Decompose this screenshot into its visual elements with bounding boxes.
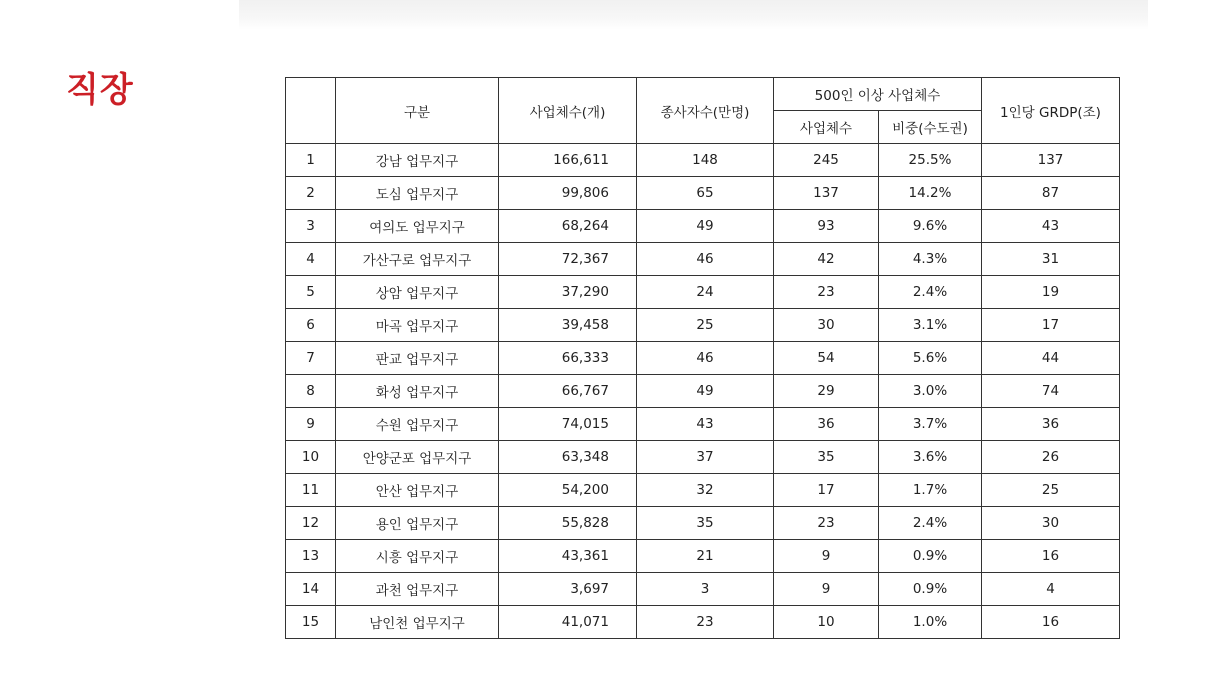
header-grdp: 1인당 GRDP(조) — [982, 78, 1120, 144]
cell-district-name: 안양군포 업무지구 — [336, 441, 499, 474]
cell-large-count: 137 — [774, 177, 879, 210]
cell-grdp: 36 — [982, 408, 1120, 441]
cell-grdp: 137 — [982, 144, 1120, 177]
cell-businesses: 43,361 — [499, 540, 637, 573]
cell-large-count: 10 — [774, 606, 879, 639]
cell-grdp: 43 — [982, 210, 1120, 243]
cell-businesses: 54,200 — [499, 474, 637, 507]
cell-large-share: 25.5% — [879, 144, 982, 177]
table-row — [286, 408, 1120, 441]
cell-large-share: 2.4% — [879, 507, 982, 540]
cell-district-name: 과천 업무지구 — [336, 573, 499, 606]
cell-employees: 24 — [637, 276, 774, 309]
cell-index: 3 — [286, 210, 336, 243]
cell-index: 11 — [286, 474, 336, 507]
cell-large-share: 3.0% — [879, 375, 982, 408]
header-large-group: 500인 이상 사업체수 — [774, 78, 982, 111]
cell-grdp: 17 — [982, 309, 1120, 342]
cell-index: 7 — [286, 342, 336, 375]
table-row — [286, 276, 1120, 309]
cell-grdp: 19 — [982, 276, 1120, 309]
cell-index: 8 — [286, 375, 336, 408]
cell-businesses: 39,458 — [499, 309, 637, 342]
table-row — [286, 474, 1120, 507]
cell-index: 14 — [286, 573, 336, 606]
table-row — [286, 540, 1120, 573]
cell-employees: 46 — [637, 342, 774, 375]
cell-businesses: 74,015 — [499, 408, 637, 441]
cell-employees: 25 — [637, 309, 774, 342]
cell-large-count: 30 — [774, 309, 879, 342]
cell-index: 1 — [286, 144, 336, 177]
cell-businesses: 66,333 — [499, 342, 637, 375]
cell-district-name: 상암 업무지구 — [336, 276, 499, 309]
cell-grdp: 16 — [982, 540, 1120, 573]
cell-employees: 49 — [637, 210, 774, 243]
cell-district-name: 마곡 업무지구 — [336, 309, 499, 342]
cell-grdp: 87 — [982, 177, 1120, 210]
cell-employees: 21 — [637, 540, 774, 573]
cell-employees: 49 — [637, 375, 774, 408]
table-body — [286, 144, 1120, 639]
cell-businesses: 41,071 — [499, 606, 637, 639]
cell-grdp: 74 — [982, 375, 1120, 408]
cell-large-share: 9.6% — [879, 210, 982, 243]
cell-businesses: 72,367 — [499, 243, 637, 276]
cell-large-share: 0.9% — [879, 573, 982, 606]
cell-large-share: 14.2% — [879, 177, 982, 210]
cell-district-name: 화성 업무지구 — [336, 375, 499, 408]
cell-large-share: 3.7% — [879, 408, 982, 441]
cell-index: 6 — [286, 309, 336, 342]
cell-grdp: 44 — [982, 342, 1120, 375]
cell-employees: 3 — [637, 573, 774, 606]
cell-large-count: 245 — [774, 144, 879, 177]
cell-employees: 37 — [637, 441, 774, 474]
cell-district-name: 용인 업무지구 — [336, 507, 499, 540]
cell-large-count: 54 — [774, 342, 879, 375]
table-row — [286, 144, 1120, 177]
page-title: 직장 — [66, 70, 134, 110]
header-businesses: 사업체수(개) — [499, 78, 637, 144]
cell-large-share: 5.6% — [879, 342, 982, 375]
cell-district-name: 강남 업무지구 — [336, 144, 499, 177]
cell-businesses: 99,806 — [499, 177, 637, 210]
cell-district-name: 도심 업무지구 — [336, 177, 499, 210]
cell-index: 13 — [286, 540, 336, 573]
header-index — [286, 78, 336, 144]
cell-employees: 46 — [637, 243, 774, 276]
cell-large-count: 23 — [774, 276, 879, 309]
cell-large-share: 3.6% — [879, 441, 982, 474]
cell-district-name: 시흥 업무지구 — [336, 540, 499, 573]
table-row — [286, 210, 1120, 243]
cell-large-share: 0.9% — [879, 540, 982, 573]
business-district-table — [285, 77, 1120, 639]
top-banner-strip — [239, 0, 1148, 30]
cell-large-count: 93 — [774, 210, 879, 243]
table-row — [286, 243, 1120, 276]
cell-businesses: 3,697 — [499, 573, 637, 606]
cell-index: 2 — [286, 177, 336, 210]
cell-large-count: 17 — [774, 474, 879, 507]
cell-employees: 35 — [637, 507, 774, 540]
cell-businesses: 166,611 — [499, 144, 637, 177]
header-large-share: 비중(수도권) — [879, 111, 982, 144]
cell-large-share: 1.0% — [879, 606, 982, 639]
cell-index: 10 — [286, 441, 336, 474]
cell-grdp: 31 — [982, 243, 1120, 276]
table-row — [286, 573, 1120, 606]
header-large-count: 사업체수 — [774, 111, 879, 144]
cell-index: 4 — [286, 243, 336, 276]
cell-employees: 148 — [637, 144, 774, 177]
cell-businesses: 66,767 — [499, 375, 637, 408]
table-row — [286, 342, 1120, 375]
table-row — [286, 606, 1120, 639]
cell-large-count: 23 — [774, 507, 879, 540]
cell-large-count: 36 — [774, 408, 879, 441]
cell-district-name: 여의도 업무지구 — [336, 210, 499, 243]
cell-employees: 43 — [637, 408, 774, 441]
table-row — [286, 507, 1120, 540]
cell-employees: 65 — [637, 177, 774, 210]
cell-index: 5 — [286, 276, 336, 309]
cell-large-count: 9 — [774, 540, 879, 573]
cell-index: 12 — [286, 507, 336, 540]
cell-large-count: 9 — [774, 573, 879, 606]
cell-district-name: 판교 업무지구 — [336, 342, 499, 375]
cell-grdp: 26 — [982, 441, 1120, 474]
table-row — [286, 177, 1120, 210]
cell-large-share: 1.7% — [879, 474, 982, 507]
cell-grdp: 4 — [982, 573, 1120, 606]
table-row — [286, 441, 1120, 474]
cell-employees: 23 — [637, 606, 774, 639]
cell-grdp: 30 — [982, 507, 1120, 540]
cell-large-share: 2.4% — [879, 276, 982, 309]
cell-large-count: 29 — [774, 375, 879, 408]
cell-grdp: 16 — [982, 606, 1120, 639]
cell-large-count: 35 — [774, 441, 879, 474]
cell-businesses: 68,264 — [499, 210, 637, 243]
cell-large-share: 4.3% — [879, 243, 982, 276]
cell-businesses: 37,290 — [499, 276, 637, 309]
cell-large-count: 42 — [774, 243, 879, 276]
cell-district-name: 수원 업무지구 — [336, 408, 499, 441]
cell-district-name: 가산구로 업무지구 — [336, 243, 499, 276]
header-category: 구분 — [336, 78, 499, 144]
table-row — [286, 309, 1120, 342]
cell-district-name: 남인천 업무지구 — [336, 606, 499, 639]
cell-large-share: 3.1% — [879, 309, 982, 342]
cell-businesses: 55,828 — [499, 507, 637, 540]
cell-businesses: 63,348 — [499, 441, 637, 474]
cell-index: 9 — [286, 408, 336, 441]
cell-grdp: 25 — [982, 474, 1120, 507]
header-employees: 종사자수(만명) — [637, 78, 774, 144]
cell-index: 15 — [286, 606, 336, 639]
cell-district-name: 안산 업무지구 — [336, 474, 499, 507]
table-row — [286, 375, 1120, 408]
cell-employees: 32 — [637, 474, 774, 507]
